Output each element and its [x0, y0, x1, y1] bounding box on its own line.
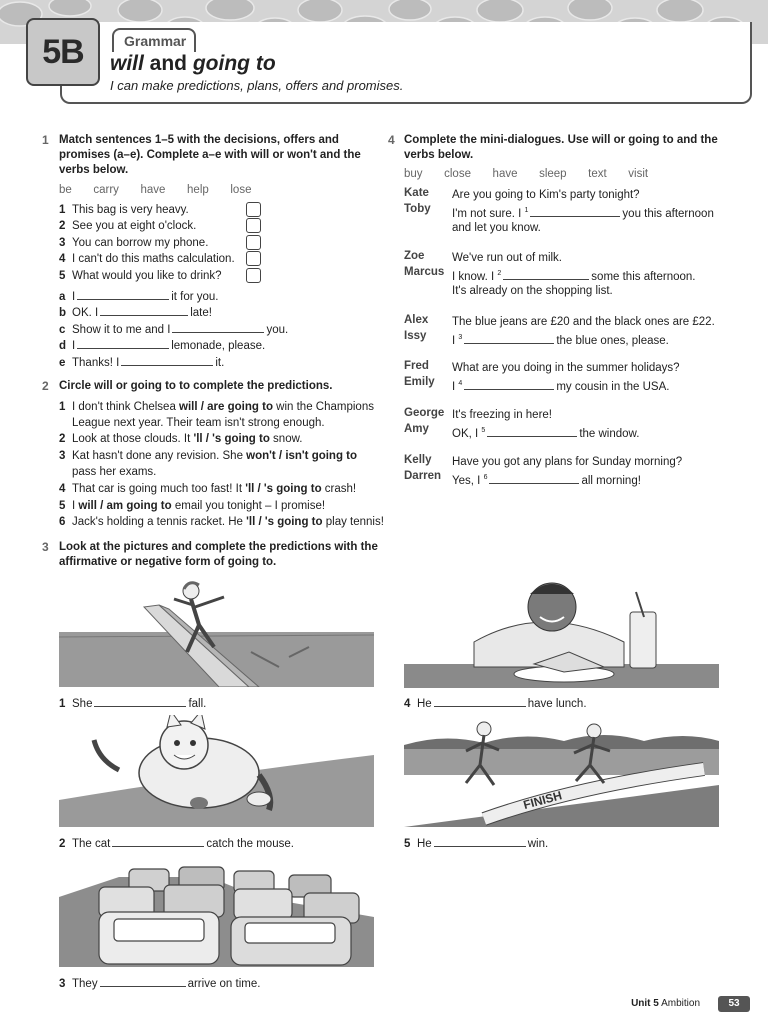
ex2-item-2: 2 Look at those clouds. It 'll / 's going to snow.: [59, 433, 303, 445]
ex1-answer-d: d I lemonade, please.: [59, 337, 265, 354]
answer-blank[interactable]: [530, 205, 620, 217]
title-and: and: [143, 52, 193, 75]
answer-checkbox-5[interactable]: [246, 268, 261, 283]
dialogue-line: OK, I $^5$ the window.: [452, 423, 639, 442]
category-label: Grammar: [124, 33, 187, 49]
picture-traffic-jam: [59, 857, 374, 967]
answer-blank[interactable]: [112, 835, 204, 847]
dialogue-line: Yes, I $^6$ all morning!: [452, 470, 641, 489]
dialogue-line: It's freezing in here!: [452, 409, 552, 421]
speaker: Emily: [404, 376, 435, 388]
ex4-word-list: buy close have sleep text visit: [404, 168, 649, 180]
answer-blank[interactable]: [121, 354, 213, 366]
answer-checkbox-3[interactable]: [246, 235, 261, 250]
title-will: will: [110, 52, 144, 75]
footer-unit: Unit 5 Ambition: [631, 998, 700, 1009]
dialogue-line: I $^3$ the blue ones, please.: [452, 330, 669, 349]
dialogue-line: What are you doing in the summer holidays?: [452, 362, 680, 374]
ex1-sentence-1: 1 This bag is very heavy.: [59, 204, 189, 216]
ex2-item-6: 6 Jack's holding a tennis racket. He 'll / 's going to play tennis!: [59, 516, 384, 528]
finish-banner-text: FINISH: [521, 788, 564, 812]
answer-blank[interactable]: [487, 425, 577, 437]
speaker: Fred: [404, 360, 429, 372]
answer-blank[interactable]: [489, 472, 579, 484]
speaker: Issy: [404, 330, 427, 342]
speaker: Amy: [404, 423, 429, 435]
ex2-item-1-cont: League next year. Their team isn't strong enough.: [72, 417, 325, 429]
ex3-item-3: 3 They arrive on time.: [59, 975, 260, 992]
dialogue-line: I know. I $^2$ some this afternoon.: [452, 266, 696, 285]
ex2-item-4: 4 That car is going much too fast! It 'll / 's going to crash!: [59, 483, 357, 495]
dialogue-line: I $^4$ my cousin in the USA.: [452, 376, 669, 395]
answer-blank[interactable]: [172, 321, 264, 333]
ex4-instruction-2: verbs below.: [404, 149, 474, 161]
ex1-answer-b: b OK. I late!: [59, 304, 212, 321]
dialogue-line: I'm not sure. I $^1$ you this afternoon: [452, 203, 714, 222]
ex2-item-1: 1 I don't think Chelsea will / are going to win the Champions: [59, 401, 374, 413]
ex3-item-5: 5 He win.: [404, 835, 548, 852]
speaker: Kelly: [404, 454, 432, 466]
answer-blank[interactable]: [77, 337, 169, 349]
dialogue-line: The blue jeans are £20 and the black ones are £22.: [452, 316, 715, 328]
ex2-item-5: 5 I will / am going to email you tonight – I promise!: [59, 500, 326, 512]
answer-blank[interactable]: [503, 268, 589, 280]
unit-badge: 5B: [26, 18, 100, 86]
picture-cat-and-mouse: [59, 715, 374, 827]
answer-checkbox-2[interactable]: [246, 218, 261, 233]
answer-checkbox-4[interactable]: [246, 251, 261, 266]
ex1-number: 1: [42, 133, 49, 147]
ex4-number: 4: [388, 133, 395, 147]
ex1-answer-e: e Thanks! I it.: [59, 354, 224, 371]
answer-blank[interactable]: [100, 304, 188, 316]
ex3-number: 3: [42, 540, 49, 554]
dialogue-line: and let you know.: [452, 222, 541, 234]
ex1-sentence-4: 4 I can't do this maths calculation.: [59, 253, 235, 265]
ex1-instruction-2: promises (a–e). Complete a–e with will or won't and the: [59, 149, 361, 161]
ex2-item-3-cont: pass her exams.: [72, 466, 157, 478]
ex1-instruction-3: verbs below.: [59, 164, 129, 176]
answer-checkbox-1[interactable]: [246, 202, 261, 217]
picture-boy-lunch: [404, 572, 719, 688]
ex3-instruction-2: affirmative or negative form of going to.: [59, 556, 277, 568]
answer-blank[interactable]: [434, 835, 526, 847]
speaker: George: [404, 407, 445, 419]
page-subtitle: I can make predictions, plans, offers and promises.: [110, 78, 404, 93]
dialogue-line: Have you got any plans for Sunday morning?: [452, 456, 683, 468]
ex2-number: 2: [42, 379, 49, 393]
picture-girl-on-wall: [59, 577, 374, 687]
answer-blank[interactable]: [77, 288, 169, 300]
ex1-sentence-3: 3 You can borrow my phone.: [59, 237, 209, 249]
speaker: Alex: [404, 314, 429, 326]
speaker: Darren: [404, 470, 442, 482]
speaker: Kate: [404, 187, 429, 199]
ex3-item-4: 4 He have lunch.: [404, 695, 587, 712]
answer-blank[interactable]: [464, 378, 554, 390]
ex1-sentence-2: 2 See you at eight o'clock.: [59, 220, 197, 232]
dialogue-line: It's already on the shopping list.: [452, 285, 613, 297]
speaker: Toby: [404, 203, 431, 215]
dialogue-line: Are you going to Kim's party tonight?: [452, 189, 640, 201]
ex1-word-list: be carry have help lose: [59, 184, 252, 196]
ex2-item-3: 3 Kat hasn't done any revision. She won't / isn't going to: [59, 450, 358, 462]
answer-blank[interactable]: [100, 975, 186, 987]
title-going-to: going to: [192, 52, 276, 75]
page-title: [110, 52, 276, 76]
ex1-sentence-5: 5 What would you like to drink?: [59, 270, 222, 282]
page-number: 53: [718, 996, 750, 1012]
ex3-instruction-1: Look at the pictures and complete the predictions with the: [59, 541, 378, 553]
ex1-instruction-1: Match sentences 1–5 with the decisions, offers and: [59, 134, 339, 146]
answer-blank[interactable]: [94, 695, 186, 707]
ex4-instruction-1: Complete the mini-dialogues. Use will or going to and the: [404, 134, 718, 146]
picture-race-finish: [404, 715, 719, 827]
dialogue-line: We've run out of milk.: [452, 252, 562, 264]
ex3-item-2: 2 The cat catch the mouse.: [59, 835, 294, 852]
ex2-instruction: Circle will or going to to complete the predictions.: [59, 380, 333, 392]
answer-blank[interactable]: [434, 695, 526, 707]
ex1-answer-a: a I it for you.: [59, 288, 219, 305]
answer-blank[interactable]: [464, 332, 554, 344]
speaker: Marcus: [404, 266, 445, 278]
ex1-answer-c: c Show it to me and I you.: [59, 321, 288, 338]
speaker: Zoe: [404, 250, 425, 262]
ex3-item-1: 1 She fall.: [59, 695, 206, 712]
